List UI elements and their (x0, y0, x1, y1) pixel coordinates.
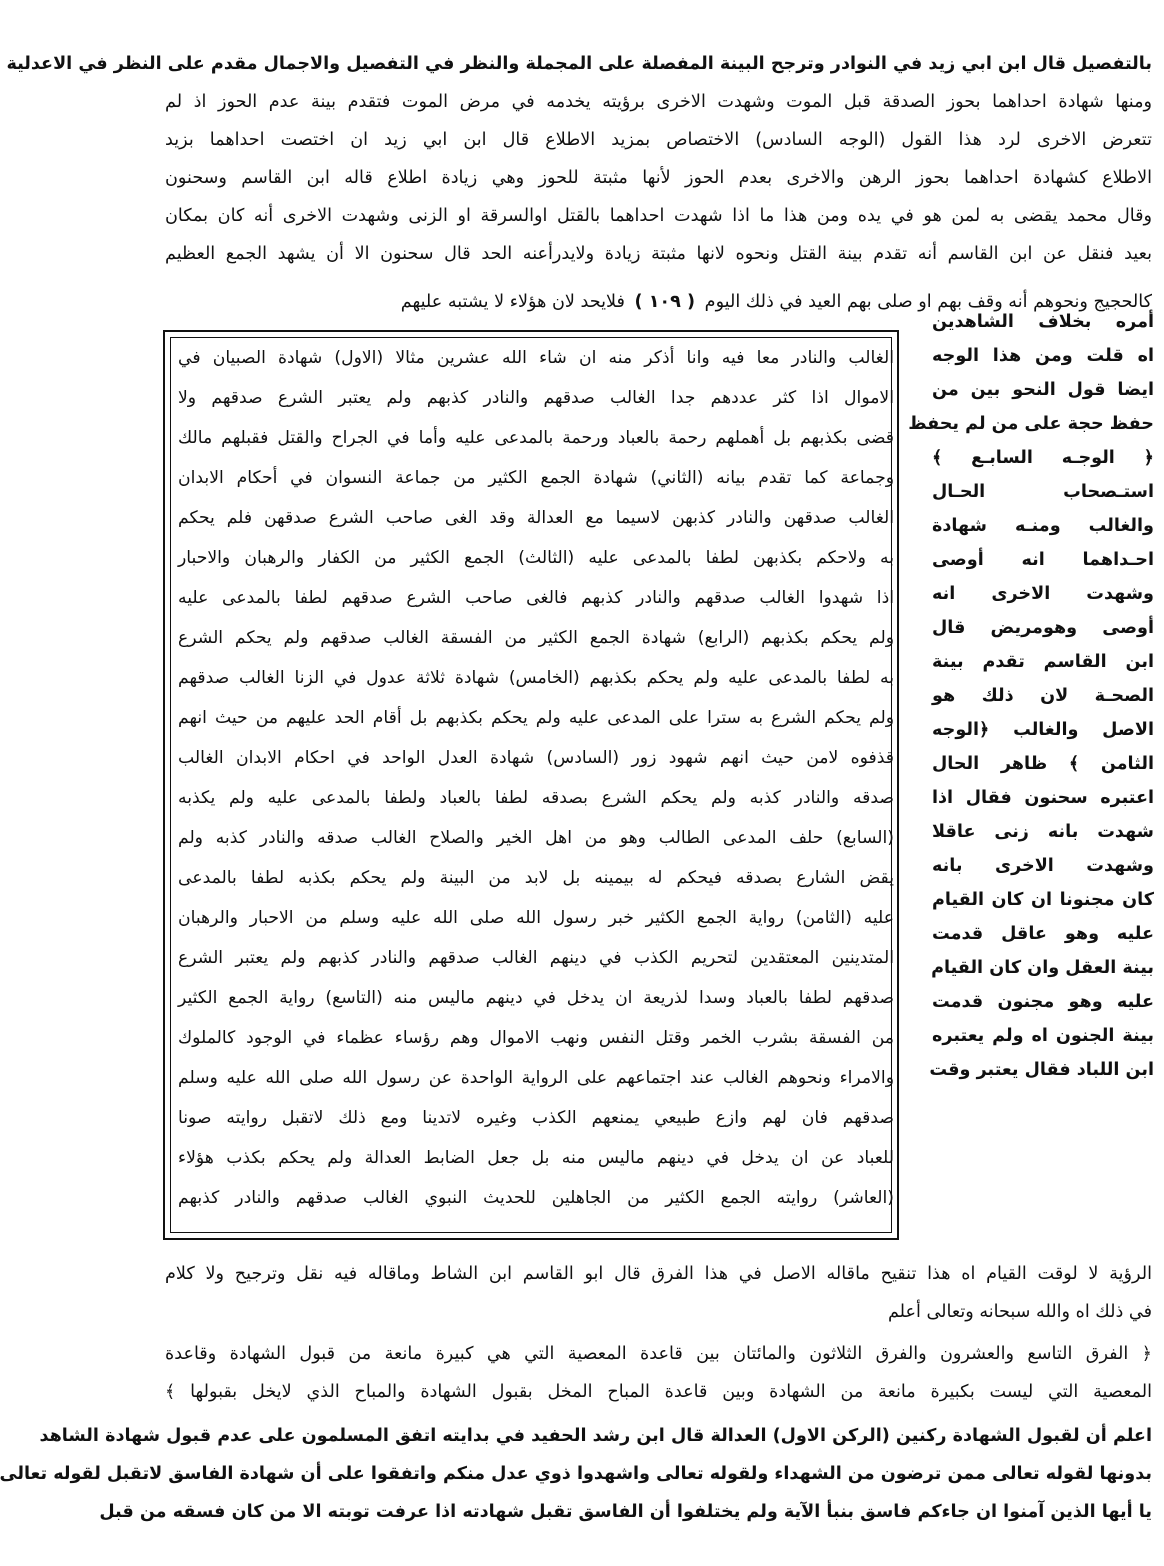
text-line-head: كالحجيج ونحوهم أنه وقف بهم او صلى بهم العيد في ذلك اليوم (704, 292, 1152, 312)
side-line: احـداهما انه أوصى (932, 550, 1154, 570)
text-line: يا أيها الذين آمنوا ان جاءكم فاسق بنبأ الآية ولم يختلفوا أن الفاسق تقبل شهادته اذا عرفت توبته الا من كان فسقه من قبل (99, 1502, 1152, 1522)
commentary-box (162, 332, 1162, 1242)
commentary-line: قضى بكذبهم بل أهملهم رحمة بالعباد ورحمة بالمدعى عليه وأما في الجراح والقتل فقبلهم مالك (178, 428, 894, 448)
side-line: اه قلت ومن هذا الوجه (932, 346, 1154, 366)
side-line: اعتبره سحنون فقال اذا (932, 788, 1154, 808)
side-line: ابن اللباد فقال يعتبر وقت (929, 1060, 1154, 1080)
side-line: الثامن ﴾ ظاهر الحال (932, 754, 1154, 774)
side-heading: ﴿ الوجـه السابـع ﴾ (932, 448, 1154, 468)
commentary-line: صدقهم لطفا بالعباد وسدا لذريعة ان يدخل في دينهم ماليس منه (التاسع) رواية الجمع الكثير (178, 988, 894, 1008)
text-line-tail: فلايحد لان هؤلاء لا يشتبه عليهم (400, 292, 625, 312)
commentary-line: يقض الشارع بصدقه فيحكم له بيمينه بل لابد من البينة ولم يحكم بكذبه لطفا بالمدعى (178, 868, 894, 888)
commentary-line: الاموال اذا كثر عددهم جدا الغالب صدقهم والنادر كذبهم ولم يعتبر الشرع صدقهم ولا (178, 388, 894, 408)
commentary-line: (السابع) حلف المدعى الطالب وهو من اهل الخير والصلاح الغالب صدقه والنادر كذبه ولم (178, 828, 894, 848)
commentary-line: والامراء ونحوهم الغالب عند اجتماعهم على الرواية الواحدة عن رسول الله صلى الله عليه وسلم (178, 1068, 894, 1088)
text-line: وقال محمد يقضى به لمن هو في يده ومن هذا ما اذا شهدت احداهما بالقتل اوالسرقة او الزنى وشهدت الاخرى أنه كان بمكان (165, 206, 1152, 226)
side-line: عليه وهو مجنون قدمت (932, 992, 1154, 1012)
commentary-line: وجماعة كما تقدم بيانه (الثاني) شهادة الجمع الكثير من جماعة النسوان في أحكام الابدان (178, 468, 894, 488)
side-line: بينة العقل وان كان القيام (931, 958, 1154, 978)
text-line: في ذلك اه والله سبحانه وتعالى أعلم (887, 1302, 1152, 1322)
side-line: الصحـة لان ذلك هو (932, 686, 1154, 706)
text-line: اعلم أن لقبول الشهادة ركنين (الركن الاول) العدالة قال ابن رشد الحفيد في بدايته اتفق المسلمون على عدم قبول شهادة الشاهد (39, 1426, 1152, 1446)
side-line: أوصى وهومريض قال (932, 618, 1154, 638)
commentary-line: صدقهم فان لهم وازع طبيعي يمنعهم الكذب وغيره لاتدينا ومع ذلك لاتقبل روايته صونا (178, 1108, 894, 1128)
side-line: بينة الجنون اه ولم يعتبره (932, 1026, 1154, 1046)
section-heading-line: ﴿ الفرق التاسع والعشرون والفرق الثلاثون والمائتان بين قاعدة المعصية التي هي كبيرة مانعة من قبول الشهادة وقاعدة (165, 1344, 1152, 1364)
text-line: الاطلاع كشهادة احداهما بحوز الرهن والاخرى بعدم الحوز لأنها مثبتة للحوز وهي زيادة اطلاع قاله ابن القاسم وسحنون (165, 168, 1152, 188)
side-line: وشهدت الاخرى انه (932, 584, 1154, 604)
page-number: ( ١٠٩ ) (634, 292, 696, 312)
side-line: استـصحاب الحـال (932, 482, 1154, 502)
text-line: ومنها شهادة احداهما بحوز الصدقة قبل الموت وشهدت الاخرى برؤيته يخدمه في مرض الموت فتقدم بينة عدم الحوز اذ لم (165, 92, 1152, 112)
commentary-line: ولم يحكم الشرع به سترا على المدعى عليه ولم يحكم بكذبهم بل أقام الحد عليهم من حيث انهم (178, 708, 894, 728)
side-line: شهدت بانه زنى عاقلا (932, 822, 1154, 842)
commentary-line: ولم يحكم بكذبهم (الرابع) شهادة الجمع الكثير من الفسقة الغالب صدقهم ولم يحكم الشرع (178, 628, 894, 648)
side-line: وشهدت الاخرى بانه (932, 856, 1154, 876)
commentary-line: قذفوه لامن حيث انهم شهود زور (السادس) شهادة العدل الواحد في احكام الابدان الغالب (178, 748, 894, 768)
commentary-line: الغالب والنادر معا فيه وانا أذكر منه ان شاء الله عشرين مثالا (الاول) شهادة الصبيان في (178, 348, 894, 368)
commentary-line: اذا شهدوا الغالب صدقهم والنادر كذبهم فالغى صاحب الشرع صدقهم لطفا بالمدعى عليه (178, 588, 894, 608)
commentary-line: (العاشر) روايته الجمع الكثير من الجاهلين للحديث النبوي الغالب صدقهم والنادر كذبهم (178, 1188, 894, 1208)
commentary-line: من الفسقة بشرب الخمر وقتل النفس ونهب الاموال وهم رؤساء عظماء في الوجود كالملوك (178, 1028, 894, 1048)
text-line: الرؤية لا لوقت القيام اه هذا تنقيح ماقاله الاصل في هذا الفرق قال ابو القاسم ابن الشاط وماقاله فيه نقل وترجيح ولا كلام (165, 1264, 1152, 1284)
text-line: بدونها لقوله تعالى ممن ترضون من الشهداء ولقوله تعالى واشهدوا ذوي عدل منكم واتفقوا على أن شهادة الفاسق لاتقبل لقوله تعالى (0, 1464, 1152, 1484)
side-line: عليه وهو عاقل قدمت (932, 924, 1154, 944)
side-line: ايضا قول النحو بين من (932, 380, 1154, 400)
side-line: أمره بخلاف الشاهدين (932, 312, 1154, 332)
commentary-line: صدقه والنادر كذبه ولم يحكم الشرع بصدقه لطفا بالعباد ولطفا بالمدعى عليه ولم يكذبه (178, 788, 894, 808)
commentary-line: الغالب صدقهن والنادر كذبهن لاسيما مع العدالة وقد الغى صاحب الشرع صدقهن فلم يحكم (178, 508, 894, 528)
commentary-line: للعباد عن ان يدخل في دينهم ماليس منه بل جعل الضابط العدالة ولم يحكم بكذب هؤلاء (178, 1148, 894, 1168)
side-line: كان مجنونا ان كان القيام (932, 890, 1154, 910)
side-line: والغالب ومنـه شهادة (932, 516, 1154, 536)
side-line: ابن القاسم تقدم بينة (932, 652, 1154, 672)
text-line: بالتفصيل قال ابن ابي زيد في النوادر وترجح البينة المفصلة على المجملة والنظر في التفصيل والاجمال مقدم على النظر في الاعدلية (6, 54, 1152, 74)
side-line: حفظ حجة على من لم يحفظ (908, 414, 1154, 434)
side-line: الاصل والغالب ﴿الوجه (932, 720, 1154, 740)
commentary-line: عليه (الثامن) رواية الجمع الكثير خبر رسول الله صلى الله عليه وسلم من الاحبار والرهبان (178, 908, 894, 928)
commentary-line: به لطفا بالمدعى عليه ولم يحكم بكذبهم (الخامس) شهادة ثلاثة عدول في الزنا الغالب صدقهم (178, 668, 894, 688)
text-line: بعيد فنقل عن ابن القاسم أنه تقدم بينة القتل ونحوه لانها مثبتة زيادة ولايدرأعنه الحد قال سحنون الا أن يشهد الجمع العظيم (165, 244, 1152, 264)
text-line: تتعرض الاخرى لرد هذا القول (الوجه السادس) الاختصاص بمزيد الاطلاع قال ابن ابي زيد ان اختصت احداهما بزيد (165, 130, 1152, 150)
section-heading-line: المعصية التي ليست بكبيرة مانعة من الشهادة وبين قاعدة المباح المخل بقبول الشهادة والمباح الذي لايخل بقبولها ﴾ (165, 1382, 1152, 1402)
commentary-line: به ولاحكم بكذبهن لطفا بالمدعى عليه (الثالث) الجمع الكثير من الكفار والرهبان والاحبار (178, 548, 894, 568)
commentary-line: المتدينين المعتقدين لتحريم الكذب في دينهم الغالب صدقهم والنادر كذبهم ولم يعتبر الشرع (178, 948, 894, 968)
